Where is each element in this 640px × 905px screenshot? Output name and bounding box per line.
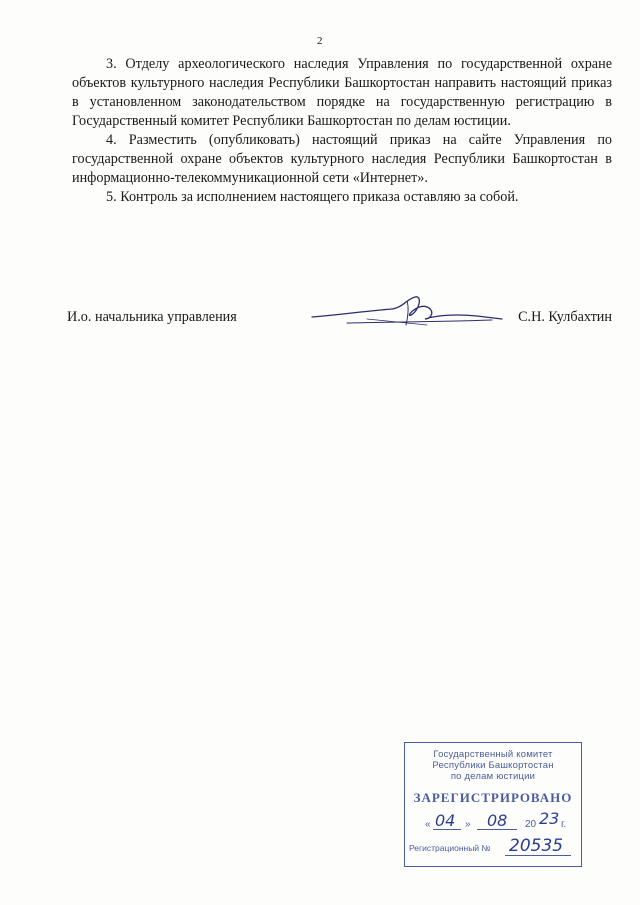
stamp-reg-underline	[505, 855, 571, 856]
stamp-registration	[409, 836, 579, 856]
signature-block	[67, 309, 612, 339]
stamp-year: 23	[539, 809, 560, 828]
paragraph-4: 4. Разместить (опубликовать) настоящий приказ на сайте Управления по государственной охране объектов культурного наследия Республики Башкортостан в информационно-телекоммуникационной сети «Интернет».	[72, 132, 612, 186]
registration-stamp	[404, 742, 582, 867]
stamp-day: 04	[435, 811, 456, 830]
handwritten-signature	[307, 289, 507, 339]
paragraph-3: 3. Отделу археологического наследия Управления по государственной охране объектов культурного наследия Республики Башкортостан направить настоящий приказ в установленном законодательством порядке на государственную регистрацию в Государственный комитет Республики Башкортостан по делам юстиции.	[72, 56, 612, 129]
stamp-date	[425, 809, 575, 835]
stamp-quote-close: »	[465, 819, 471, 830]
stamp-year-suffix: г.	[561, 819, 567, 830]
stamp-year-prefix: 20	[525, 819, 537, 830]
stamp-quote-open: «	[425, 819, 431, 830]
stamp-authority-line-3: по делам юстиции	[450, 771, 536, 782]
stamp-status: ЗАРЕГИСТРИРОВАНО	[413, 790, 573, 805]
stamp-reg-number: 20535	[509, 836, 564, 856]
document-body	[72, 55, 612, 207]
stamp-month: 08	[487, 811, 508, 830]
stamp-day-underline	[433, 829, 461, 830]
page-number: 2	[317, 35, 323, 47]
paragraph-5: 5. Контроль за исполнением настоящего приказа оставляю за собой.	[106, 189, 519, 205]
stamp-month-underline	[477, 829, 517, 830]
stamp-authority-line-1: Государственный комитет	[433, 749, 553, 760]
signatory-title: И.о. начальника управления	[67, 309, 237, 325]
stamp-reg-label: Регистрационный №	[409, 843, 491, 853]
stamp-authority-line-2: Республики Башкортостан	[432, 760, 554, 771]
signatory-name: С.Н. Кулбахтин	[518, 309, 612, 325]
